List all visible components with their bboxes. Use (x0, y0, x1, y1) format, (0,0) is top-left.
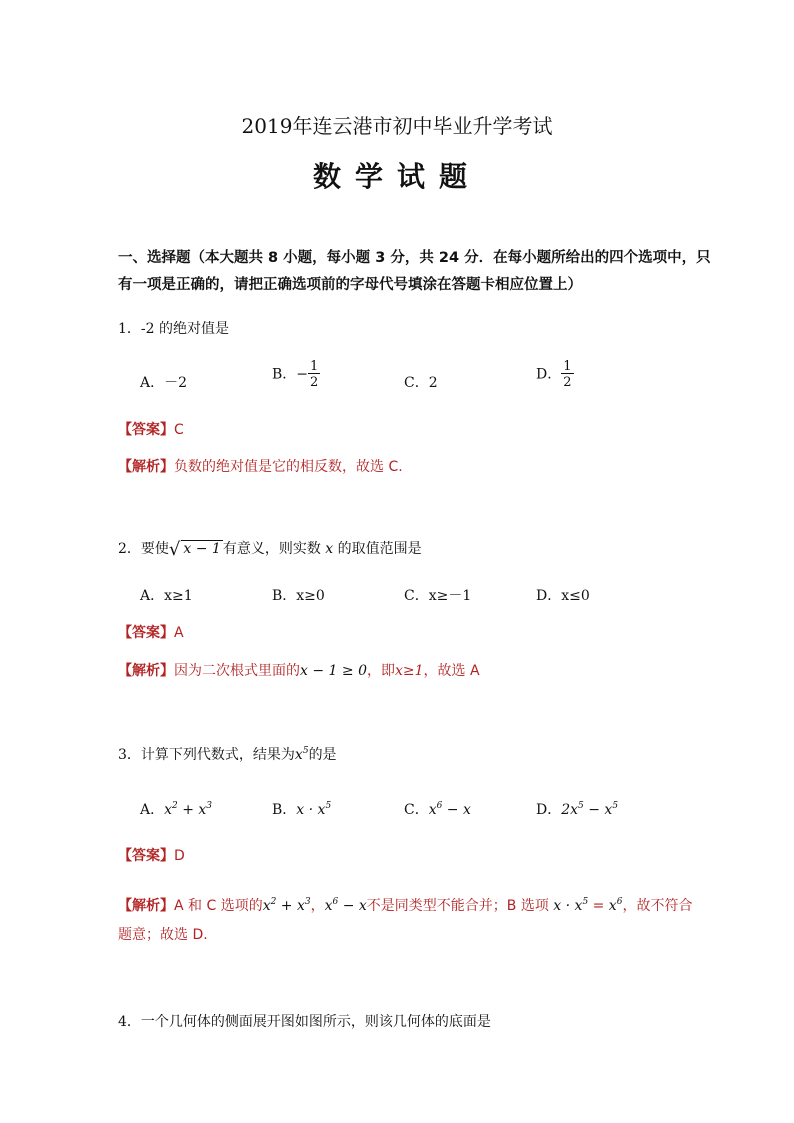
exam-title: 2019年连云港市初中毕业升学考试 (241, 114, 553, 138)
question-3-option-d: D．$2x^5 - x^5$ (536, 801, 619, 818)
exam-subtitle: 数学试题 (312, 160, 481, 193)
question-1-option-c: C．2 (404, 375, 438, 391)
question-3-analysis: 【解析】A 和 C 选项的$x^2 + x^3$，$x^6 - x$不是同类型不能合并；B 选项 $x \cdot x^5 = x^6$，故不符合 (118, 897, 693, 914)
question-2-option-b: B．x≥0 (272, 588, 325, 604)
question-1-stem: 1．-2 的绝对值是 (118, 321, 229, 337)
question-2-analysis: 【解析】因为二次根式里面的x − 1 ≥ 0，即x≥1，故选 A (118, 663, 480, 679)
fraction: $\frac{1}{2}$ (563, 359, 572, 390)
question-3-stem: 3．计算下列代数式，结果为$x^5$的是 (118, 746, 337, 763)
section-instructions-line1: 一、选择题（本大题共 8 小题，每小题 3 分，共 24 分．在每小题所给出的四个选项中，只 (118, 250, 711, 266)
question-1-analysis: 【解析】负数的绝对值是它的相反数，故选 C. (118, 459, 403, 475)
question-3-answer: 【答案】D (118, 848, 185, 864)
question-1-answer: 【答案】C (118, 422, 184, 438)
question-3-option-c: C．$x^6 - x$ (404, 801, 471, 818)
question-2-option-d: D．x≤0 (536, 588, 590, 604)
question-1-option-b: B．− $\frac{1}{2}$ (272, 359, 319, 390)
fraction: $\frac{1}{2}$ (310, 359, 319, 390)
question-3-analysis-line2: 题意；故选 D. (118, 927, 208, 943)
question-2-answer: 【答案】A (118, 625, 184, 641)
question-1-option-a: A．－2 (140, 375, 188, 391)
question-2-option-a: A．x≥1 (140, 588, 193, 604)
question-3-option-b: B．$x \cdot x^5$ (272, 801, 332, 818)
section-instructions-line2: 有一项是正确的，请把正确选项前的字母代号填涂在答题卡相应位置上） (118, 277, 582, 293)
question-4-stem: 4．一个几何体的侧面展开图如图所示，则该几何体的底面是 (118, 1014, 491, 1030)
question-2-stem: 2．要使√ x − 1 有意义，则实数 x 的取值范围是 (118, 539, 422, 560)
question-3-option-a: A．$x^2 + x^3$ (140, 801, 213, 818)
question-2-option-c: C．x≥－1 (404, 588, 472, 604)
question-1-option-d: D． $\frac{1}{2}$ (536, 359, 572, 390)
